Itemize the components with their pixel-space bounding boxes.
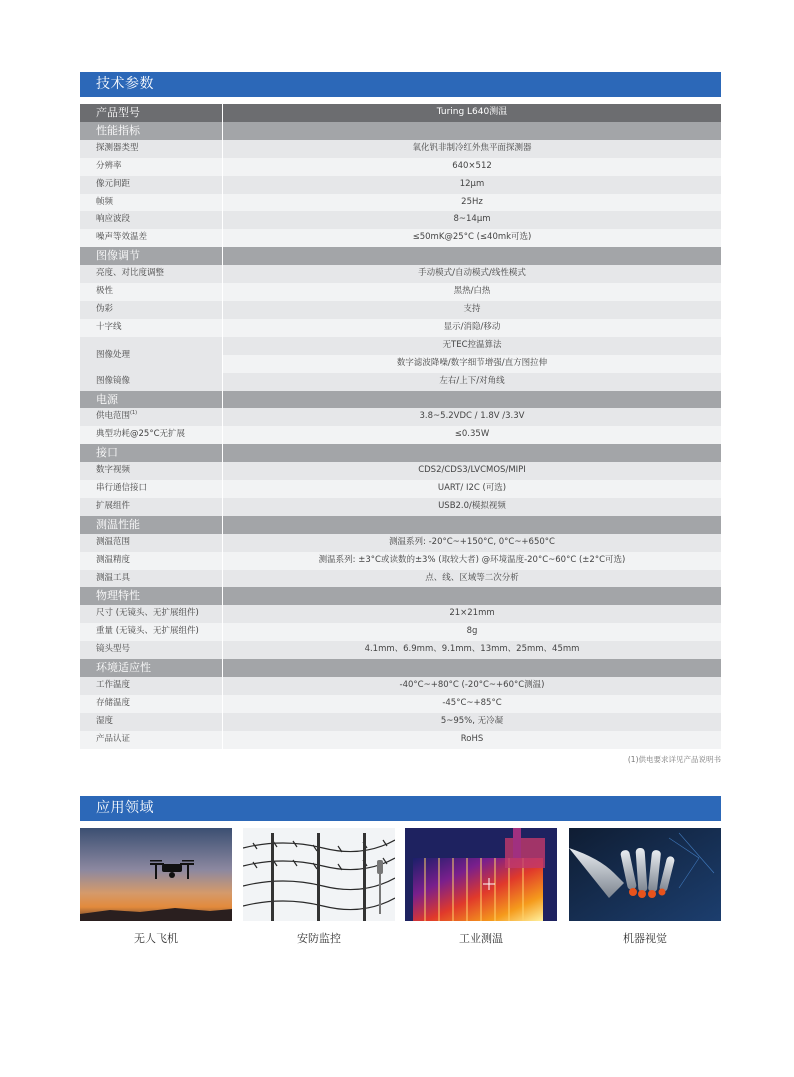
spec-label-text: 尺寸 (无镜头、无扩展组件) (96, 608, 199, 619)
spec-value: 21×21mm (223, 605, 721, 623)
table-row (80, 283, 721, 301)
spec-section-filler (223, 247, 721, 265)
spec-label (80, 462, 223, 480)
table-row (80, 211, 721, 229)
spec-label (80, 301, 223, 319)
spec-section-row (80, 247, 721, 265)
table-row (80, 731, 721, 749)
spec-value: 3.8~5.2VDC / 1.8V /3.3V (223, 408, 721, 426)
spec-label-text: 数字视频 (96, 465, 131, 476)
spec-value: 点、线、区域等二次分析 (223, 570, 721, 588)
spec-section-row (80, 516, 721, 534)
table-row (80, 408, 721, 426)
security-fence-image (243, 828, 395, 921)
spec-section-row (80, 391, 721, 409)
spec-section-filler (223, 516, 721, 534)
spec-label (80, 605, 223, 623)
spec-value: RoHS (223, 731, 721, 749)
spec-value: 测温系列: -20°C~+150°C, 0°C~+650°C (223, 534, 721, 552)
spec-label (80, 534, 223, 552)
spec-section-label: 电源 (80, 391, 223, 409)
table-row (80, 337, 721, 355)
spec-label-text: 工作温度 (96, 680, 131, 690)
spec-value: 12μm (223, 176, 721, 194)
spec-section-filler (223, 122, 721, 140)
spec-value: ≤50mK@25°C (≤40mk可选) (223, 229, 721, 247)
spec-value: 黑热/白热 (223, 283, 721, 301)
spec-value: 25Hz (223, 194, 721, 212)
spec-section-label: 性能指标 (80, 122, 223, 140)
robot-hand-image (569, 828, 721, 921)
spec-label-text: 存储温度 (96, 697, 131, 708)
spec-value: -45°C~+85°C (223, 695, 721, 713)
table-row (80, 570, 721, 588)
app-item-industrial (405, 828, 557, 946)
spec-value: 显示/消隐/移动 (223, 319, 721, 337)
drone-image (80, 828, 232, 921)
spec-label-text: 噪声等效温差 (96, 232, 148, 243)
spec-label-text: 扩展组件 (96, 500, 131, 511)
spec-label-text: 十字线 (96, 321, 122, 332)
spec-label (80, 552, 223, 570)
spec-label-text: 测温工具 (96, 572, 131, 583)
spec-label-text: 响应波段 (96, 214, 131, 225)
spec-section-label: 图像调节 (80, 247, 223, 265)
spec-label (80, 498, 223, 516)
spec-value: 数字滤波降噪/数字细节增强/直方图拉伸 (223, 355, 721, 373)
table-row (80, 158, 721, 176)
spec-value: 8g (223, 623, 721, 641)
table-row (80, 176, 721, 194)
spec-label (80, 426, 223, 444)
spec-label-text: 图像镜像 (96, 375, 131, 386)
spec-label-text: 亮度、对比度调整 (96, 268, 165, 279)
table-row (80, 462, 721, 480)
spec-label-text: 典型功耗@25°C无扩展 (96, 429, 186, 440)
spec-label-text: 产品认证 (96, 733, 131, 744)
product-model-value: Turing L640测温 (223, 104, 721, 122)
spec-value: 8~14μm (223, 211, 721, 229)
app-caption-machine-vision: 机器视觉 (623, 932, 667, 945)
product-model-label: 产品型号 (80, 104, 223, 122)
spec-value: 4.1mm、6.9mm、9.1mm、13mm、25mm、45mm (223, 641, 721, 659)
spec-section-filler (223, 391, 721, 409)
app-caption-industrial: 工业测温 (459, 932, 503, 945)
table-row (80, 534, 721, 552)
spec-section-row (80, 659, 721, 677)
table-row (80, 301, 721, 319)
spec-label-text: 极性 (96, 286, 114, 297)
spec-label (80, 408, 223, 426)
spec-value: 无TEC控温算法 (223, 337, 721, 355)
spec-value: 左右/上下/对角线 (223, 373, 721, 391)
product-model-row (80, 104, 721, 122)
spec-label-text: 像元间距 (96, 178, 131, 189)
spec-value: UART/ I2C (可选) (223, 480, 721, 498)
table-row (80, 319, 721, 337)
spec-label (80, 229, 223, 247)
spec-label (80, 283, 223, 301)
spec-label (80, 158, 223, 176)
spec-section-label: 环境适应性 (80, 659, 223, 677)
spec-section-label: 物理特性 (80, 587, 223, 605)
table-row (80, 695, 721, 713)
spec-label (80, 695, 223, 713)
spec-label-text: 分辨率 (96, 160, 122, 171)
table-row (80, 194, 721, 212)
table-row (80, 480, 721, 498)
spec-label-text: 测温范围 (96, 536, 131, 547)
spec-label (80, 373, 223, 391)
table-row (80, 373, 721, 391)
spec-label (80, 265, 223, 283)
spec-section-filler (223, 444, 721, 462)
spec-label-text: 镜头型号 (96, 644, 131, 655)
spec-label: 图像处理 (80, 337, 223, 373)
spec-section-row (80, 587, 721, 605)
footnote: (1)供电要求详见产品说明书 (627, 755, 721, 764)
app-caption-drone: 无人飞机 (134, 932, 178, 945)
app-item-drone (80, 828, 232, 946)
app-item-machine-vision (569, 828, 721, 946)
table-row (80, 605, 721, 623)
spec-label (80, 319, 223, 337)
footnote-marker: (1) (130, 410, 138, 417)
spec-label-text: 供电范围 (96, 411, 131, 422)
spec-label (80, 176, 223, 194)
app-item-security (243, 828, 395, 946)
spec-section-label: 接口 (80, 444, 223, 462)
spec-label-text: 串行通信接口 (96, 483, 148, 494)
table-row (80, 229, 721, 247)
spec-label (80, 677, 223, 695)
spec-label (80, 570, 223, 588)
app-caption-security: 安防监控 (297, 932, 341, 945)
spec-table (80, 104, 721, 749)
spec-value: 640×512 (223, 158, 721, 176)
spec-value: 支持 (223, 301, 721, 319)
spec-label (80, 623, 223, 641)
spec-value: CDS2/CDS3/LVCMOS/MIPI (223, 462, 721, 480)
spec-value: 手动模式/自动模式/线性模式 (223, 265, 721, 283)
spec-section-label: 测温性能 (80, 516, 223, 534)
spec-value: -40°C~+80°C (-20°C~+60°C测温) (223, 677, 721, 695)
spec-section-filler (223, 587, 721, 605)
spec-section-row (80, 122, 721, 140)
spec-label (80, 480, 223, 498)
spec-value: ≤0.35W (223, 426, 721, 444)
table-row (80, 426, 721, 444)
spec-label (80, 211, 223, 229)
spec-label-text: 湿度 (96, 715, 114, 726)
spec-label (80, 140, 223, 158)
table-row (80, 140, 721, 158)
spec-label (80, 731, 223, 749)
spec-label-text: 帧频 (96, 196, 114, 207)
spec-value: 5~95%, 无冷凝 (223, 713, 721, 731)
spec-label-text: 测温精度 (96, 554, 131, 565)
table-row (80, 677, 721, 695)
spec-label-text: 伪彩 (96, 303, 114, 314)
application-grid (80, 828, 721, 948)
spec-section-filler (223, 659, 721, 677)
spec-label-text: 重量 (无镜头、无扩展组件) (96, 626, 199, 637)
thermal-industrial-image (405, 828, 557, 921)
spec-label-text: 探测器类型 (96, 142, 139, 153)
spec-label (80, 713, 223, 731)
table-row (80, 713, 721, 731)
spec-label (80, 194, 223, 212)
spec-section-row (80, 444, 721, 462)
table-row (80, 498, 721, 516)
spec-value: 测温系列: ±3°C或读数的±3% (取较大者) @环境温度-20°C~60°C (±2°C可选) (223, 552, 721, 570)
spec-section-title: 技术参数 (80, 72, 721, 97)
spec-value: USB2.0/模拟视频 (223, 498, 721, 516)
spec-value: 氧化钒非制冷红外焦平面探测器 (223, 140, 721, 158)
table-row (80, 641, 721, 659)
table-row (80, 552, 721, 570)
spec-label (80, 641, 223, 659)
table-row (80, 623, 721, 641)
table-row (80, 265, 721, 283)
app-section-title: 应用领域 (80, 796, 721, 821)
